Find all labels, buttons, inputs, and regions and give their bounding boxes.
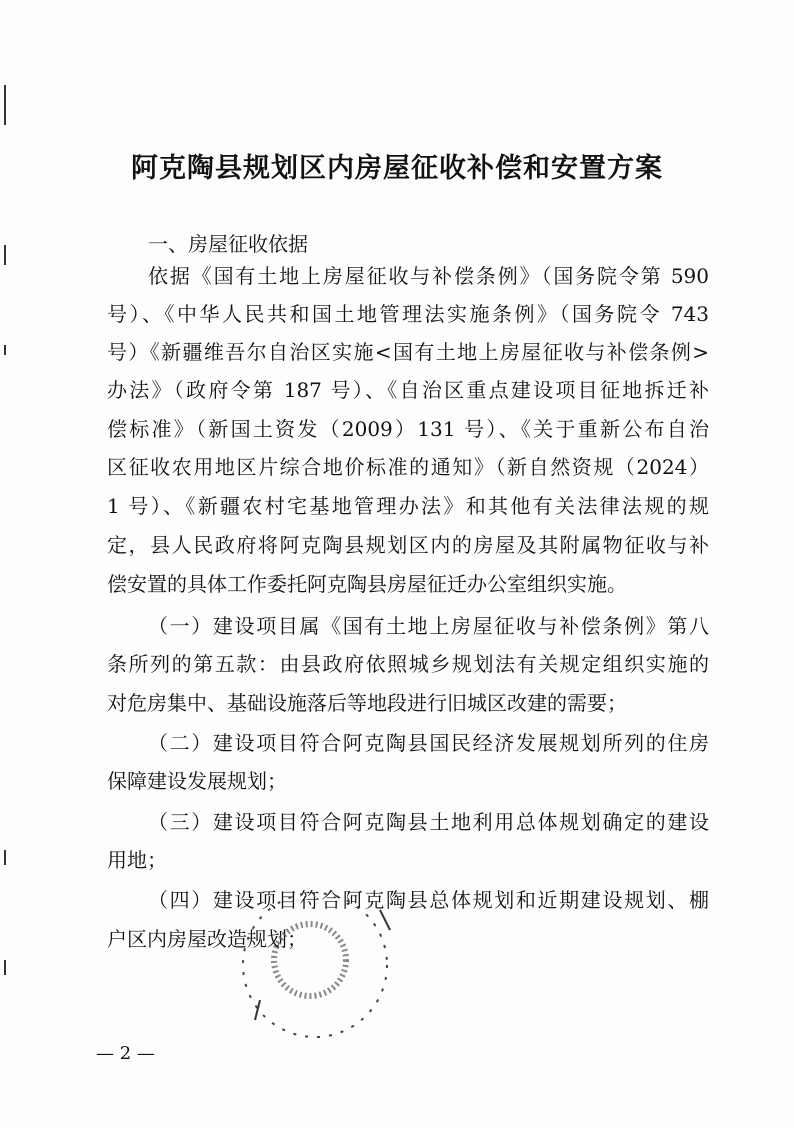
paragraph-line: 号）《新疆维吾尔自治区实施<国有土地上房屋征收与补偿条例> xyxy=(107,340,709,364)
paragraph-line: （一）建设项目属《国有土地上房屋征收与补偿条例》第八 xyxy=(148,614,709,638)
scan-margin-mark xyxy=(4,850,6,865)
paragraph-line: （三）建设项目符合阿克陶县土地利用总体规划确定的建设 xyxy=(148,810,709,834)
scan-margin-mark xyxy=(4,85,6,125)
paragraph-line: 1 号）、《新疆农村宅基地管理办法》和其他有关法律法规的规 xyxy=(107,494,709,518)
paragraph-line: 户区内房屋改造规划； xyxy=(107,927,307,951)
paragraph-line: 区征收农用地区片综合地价标准的通知》（新自然资规（2024） xyxy=(107,455,709,479)
scan-margin-mark xyxy=(4,960,6,975)
paragraph-line: 条所列的第五款：由县政府依照城乡规划法有关规定组织实施的 xyxy=(107,652,709,676)
paragraph-line: 保障建设发展规划； xyxy=(107,769,287,793)
document-title: 阿克陶县规划区内房屋征收补偿和安置方案 xyxy=(131,153,663,184)
scan-margin-mark xyxy=(4,345,6,355)
paragraph-line: 偿安置的具体工作委托阿克陶县房屋征迁办公室组织实施。 xyxy=(107,572,627,596)
paragraph-line: 办法》（政府令第 187 号）、《自治区重点建设项目征地拆迁补 xyxy=(107,378,709,402)
paragraph-line: 号）、《中华人民共和国土地管理法实施条例》（国务院令 743 xyxy=(107,302,709,326)
paragraph-line: 定，县人民政府将阿克陶县规划区内的房屋及其附属物征收与补 xyxy=(107,533,709,557)
official-seal-stamp xyxy=(230,880,410,1050)
paragraph-line: 偿标准》（新国土资发（2009）131 号）、《关于重新公布自治 xyxy=(107,417,709,441)
scan-margin-mark xyxy=(4,245,6,265)
page-number: — 2 — xyxy=(96,1043,155,1064)
paragraph-line: 依据《国有土地上房屋征收与补偿条例》（国务院令第 590 xyxy=(148,264,709,288)
section-heading: 一、房屋征收依据 xyxy=(148,232,308,256)
paragraph-line: （二）建设项目符合阿克陶县国民经济发展规划所列的住房 xyxy=(148,731,709,755)
paragraph-line: 对危房集中、基础设施落后等地段进行旧城区改建的需要； xyxy=(107,691,627,715)
paragraph-line: （四）建设项目符合阿克陶县总体规划和近期建设规划、棚 xyxy=(148,888,709,912)
paragraph-line: 用地； xyxy=(107,848,167,872)
